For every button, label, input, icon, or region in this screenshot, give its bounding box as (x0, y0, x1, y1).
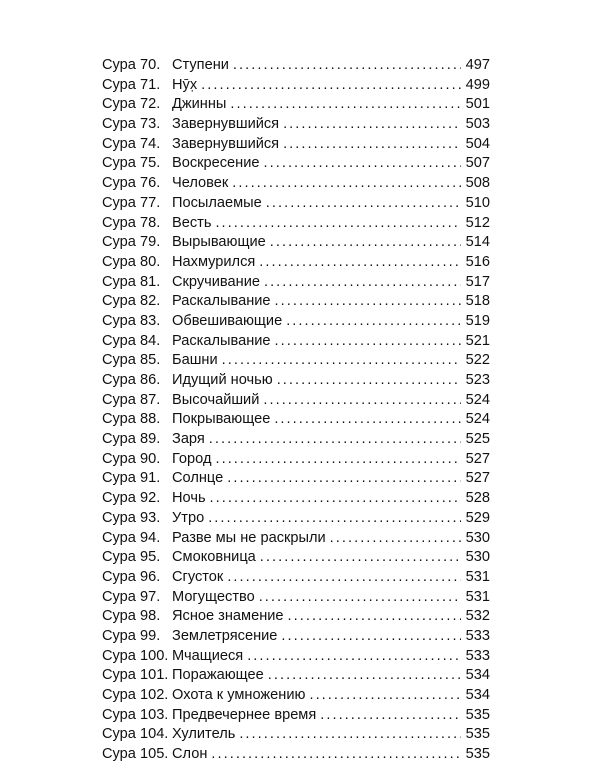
dot-leader (260, 548, 461, 568)
page-number: 507 (465, 155, 490, 172)
sura-title: Раскалывание (172, 293, 271, 310)
dot-leader (239, 725, 461, 745)
dot-leader (330, 529, 461, 549)
page-number: 534 (465, 667, 490, 684)
sura-title: Смоковница (172, 549, 256, 566)
sura-title: Заря (172, 431, 205, 448)
sura-title: Завернувшийся (172, 135, 280, 152)
sura-number: Сура 104. (102, 726, 169, 743)
page-number: 535 (465, 706, 490, 723)
sura-number: Сура 79. (102, 234, 161, 251)
dot-leader (281, 627, 461, 647)
dot-leader (227, 568, 461, 588)
page-number: 497 (465, 57, 490, 73)
sura-title: Солнце (172, 470, 224, 487)
sura-title: Скручивание (172, 273, 260, 290)
toc-entry (102, 529, 490, 549)
sura-title: Ступени (172, 57, 229, 73)
page-number: 528 (465, 490, 490, 507)
sura-title: Покрывающее (172, 411, 271, 428)
sura-number: Сура 90. (102, 450, 161, 467)
toc-entry (102, 706, 490, 726)
toc-entry (102, 76, 490, 96)
page-number: 531 (465, 568, 490, 585)
dot-leader (259, 588, 461, 608)
dot-leader (277, 371, 461, 391)
toc-entry (102, 115, 490, 135)
page-number: 524 (465, 411, 490, 428)
dot-leader (259, 253, 461, 273)
sura-number: Сура 76. (102, 175, 161, 192)
sura-title: Предвечернее время (172, 706, 317, 723)
page-number: 530 (465, 529, 490, 546)
sura-number: Сура 83. (102, 312, 161, 329)
page-number: 525 (465, 431, 490, 448)
toc-entry (102, 469, 490, 489)
dot-leader (264, 273, 461, 293)
dot-leader (209, 430, 461, 450)
sura-number: Сура 70. (102, 57, 161, 73)
sura-number: Сура 99. (102, 627, 161, 644)
sura-title: Раскалывание (172, 332, 271, 349)
page-number: 535 (465, 726, 490, 743)
sura-title: Сгусток (172, 568, 224, 585)
dot-leader (201, 76, 461, 96)
dot-leader (275, 292, 461, 312)
sura-title: Ясное знамение (172, 608, 284, 625)
sura-title: Землетрясение (172, 627, 278, 644)
dot-leader (320, 706, 461, 726)
toc-entry (102, 588, 490, 608)
sura-number: Сура 72. (102, 96, 161, 113)
sura-title: Высочайший (172, 391, 260, 408)
page-number: 503 (465, 116, 490, 133)
page-number: 523 (465, 372, 490, 388)
dot-leader (288, 607, 461, 627)
sura-title: Город (172, 450, 212, 467)
dot-leader (275, 332, 461, 352)
sura-title: Идущий ночью (172, 372, 273, 388)
sura-number: Сура 82. (102, 293, 161, 310)
toc-entry (102, 312, 490, 332)
sura-number: Сура 98. (102, 608, 161, 625)
dot-leader (230, 95, 461, 115)
page-number: 531 (465, 588, 490, 605)
sura-number: Сура 74. (102, 135, 161, 152)
page-number: 501 (465, 96, 490, 113)
dot-leader (266, 194, 461, 214)
sura-number: Сура 89. (102, 431, 161, 448)
sura-number: Сура 88. (102, 411, 161, 428)
page-number: 534 (465, 687, 490, 703)
sura-number: Сура 77. (102, 194, 161, 211)
dot-leader (283, 135, 461, 155)
page-number: 535 (465, 746, 490, 763)
sura-number: Сура 101. (102, 667, 169, 684)
page-number: 524 (465, 391, 490, 408)
toc-entry (102, 430, 490, 450)
dot-leader (215, 214, 461, 234)
dot-leader (283, 115, 461, 135)
sura-number: Сура 91. (102, 470, 161, 487)
sura-number: Сура 85. (102, 352, 161, 369)
toc-entry (102, 56, 490, 76)
sura-number: Сура 84. (102, 332, 161, 349)
sura-title: Нӯх̣ (172, 76, 198, 93)
sura-title: Нахмурился (172, 253, 256, 270)
toc-entry (102, 450, 490, 470)
toc-entry (102, 607, 490, 627)
dot-leader (309, 686, 461, 706)
toc-entry (102, 509, 490, 529)
sura-title: Завернувшийся (172, 116, 280, 133)
toc-entry (102, 391, 490, 411)
page-number: 533 (465, 647, 490, 664)
dot-leader (286, 312, 461, 332)
toc-entry (102, 489, 490, 509)
sura-number: Сура 86. (102, 372, 161, 388)
sura-number: Сура 94. (102, 529, 161, 546)
sura-number: Сура 102. (102, 687, 169, 703)
toc-entry (102, 253, 490, 273)
sura-title: Башни (172, 352, 218, 369)
dot-leader (211, 745, 461, 765)
toc-entry (102, 214, 490, 234)
dot-leader (264, 154, 461, 174)
sura-title: Поражающее (172, 667, 264, 684)
page-number: 510 (465, 194, 490, 211)
toc-entry (102, 568, 490, 588)
dot-leader (274, 410, 461, 430)
sura-number: Сура 78. (102, 214, 161, 231)
sura-number: Сура 80. (102, 253, 161, 270)
page-number: 517 (465, 273, 490, 290)
table-of-contents (102, 56, 490, 765)
sura-number: Сура 92. (102, 490, 161, 507)
sura-title: Утро (172, 509, 205, 526)
page-number: 532 (465, 608, 490, 625)
sura-title: Весть (172, 214, 212, 231)
dot-leader (215, 450, 461, 470)
toc-entry (102, 686, 490, 706)
toc-entry (102, 745, 490, 765)
sura-number: Сура 96. (102, 568, 161, 585)
page-number: 527 (465, 450, 490, 467)
page-number: 508 (465, 175, 490, 192)
toc-entry (102, 410, 490, 430)
page-number: 522 (465, 352, 490, 369)
dot-leader (247, 647, 461, 667)
page-number: 530 (465, 549, 490, 566)
toc-entry (102, 548, 490, 568)
page-number: 499 (465, 76, 490, 93)
toc-entry (102, 725, 490, 745)
dot-leader (270, 233, 461, 253)
sura-title: Обвешивающие (172, 312, 283, 329)
dot-leader (233, 56, 461, 76)
dot-leader (268, 666, 461, 686)
sura-title: Разве мы не раскрыли (172, 529, 326, 546)
sura-number: Сура 81. (102, 273, 161, 290)
page-number: 533 (465, 627, 490, 644)
toc-entry (102, 666, 490, 686)
toc-entry (102, 154, 490, 174)
sura-title: Ночь (172, 490, 206, 507)
page-number: 518 (465, 293, 490, 310)
dot-leader (227, 469, 461, 489)
dot-leader (210, 489, 461, 509)
toc-entry (102, 95, 490, 115)
dot-leader (232, 174, 461, 194)
sura-number: Сура 100. (102, 647, 169, 664)
toc-entry (102, 135, 490, 155)
sura-title: Джинны (172, 96, 227, 113)
page-number: 514 (465, 234, 490, 251)
sura-title: Человек (172, 175, 229, 192)
page-number: 504 (465, 135, 490, 152)
sura-title: Охота к умножению (172, 687, 306, 703)
toc-entry (102, 332, 490, 352)
dot-leader (222, 351, 461, 371)
sura-number: Сура 71. (102, 76, 161, 93)
toc-entry (102, 371, 490, 391)
toc-entry (102, 647, 490, 667)
sura-title: Посылаемые (172, 194, 262, 211)
sura-title: Мчащиеся (172, 647, 244, 664)
toc-entry (102, 233, 490, 253)
toc-entry (102, 194, 490, 214)
sura-title: Могущество (172, 588, 255, 605)
page-number: 516 (465, 253, 490, 270)
sura-number: Сура 93. (102, 509, 161, 526)
page-number: 512 (465, 214, 490, 231)
page-number: 529 (465, 509, 490, 526)
page-number: 527 (465, 470, 490, 487)
sura-number: Сура 75. (102, 155, 161, 172)
toc-entry (102, 174, 490, 194)
page-number: 521 (465, 332, 490, 349)
dot-leader (208, 509, 461, 529)
sura-number: Сура 103. (102, 706, 169, 723)
sura-number: Сура 87. (102, 391, 161, 408)
sura-title: Вырывающие (172, 234, 266, 251)
toc-entry (102, 292, 490, 312)
toc-entry (102, 273, 490, 293)
sura-title: Воскресение (172, 155, 260, 172)
sura-title: Хулитель (172, 726, 236, 743)
toc-entry (102, 627, 490, 647)
sura-number: Сура 97. (102, 588, 161, 605)
toc-entry (102, 351, 490, 371)
sura-number: Сура 73. (102, 116, 161, 133)
dot-leader (263, 391, 461, 411)
page-number: 519 (465, 312, 490, 329)
sura-number: Сура 95. (102, 549, 161, 566)
sura-number: Сура 105. (102, 746, 169, 763)
sura-title: Слон (172, 746, 208, 763)
